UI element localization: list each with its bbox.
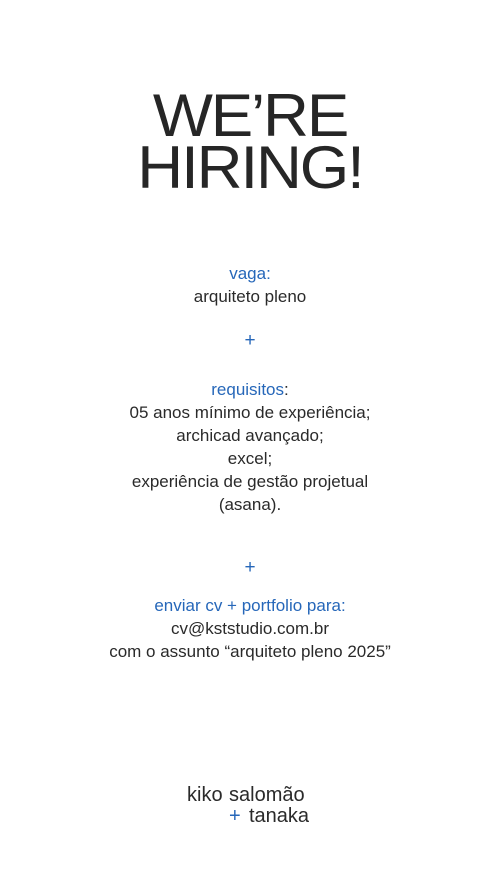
vaga-section bbox=[0, 262, 500, 308]
logo-kiko: kiko bbox=[187, 784, 223, 806]
requisito-item: excel; bbox=[227, 449, 273, 468]
enviar-label: enviar cv + portfolio para: bbox=[154, 596, 346, 615]
vaga-label: vaga: bbox=[229, 264, 271, 283]
contact-email: cv@kststudio.com.br bbox=[170, 619, 330, 638]
requisito-item: archicad avançado; bbox=[176, 426, 324, 445]
separator-plus-1: + bbox=[244, 330, 256, 351]
logo-tanaka: tanaka bbox=[249, 805, 310, 827]
separator-plus-2: + bbox=[244, 557, 256, 578]
requisitos-colon: : bbox=[284, 380, 289, 399]
requisito-item: (asana). bbox=[218, 495, 282, 514]
studio-logo bbox=[0, 785, 500, 827]
logo-salomao: salomão bbox=[229, 784, 305, 806]
headline-line-1: WE’RE bbox=[152, 82, 348, 149]
vaga-value: arquiteto pleno bbox=[193, 287, 307, 306]
enviar-section bbox=[0, 594, 500, 663]
requisitos-section bbox=[0, 378, 500, 516]
requisitos-label: requisitos bbox=[211, 380, 285, 399]
requisito-item: 05 anos mínimo de experiência; bbox=[129, 403, 371, 422]
logo-plus: + bbox=[229, 805, 241, 827]
requisito-item: experiência de gestão projetual bbox=[131, 472, 369, 491]
requisitos-heading bbox=[0, 378, 500, 401]
headline-line-2: HIRING! bbox=[137, 134, 363, 201]
email-subject: com o assunto “arquiteto pleno 2025” bbox=[109, 642, 391, 661]
